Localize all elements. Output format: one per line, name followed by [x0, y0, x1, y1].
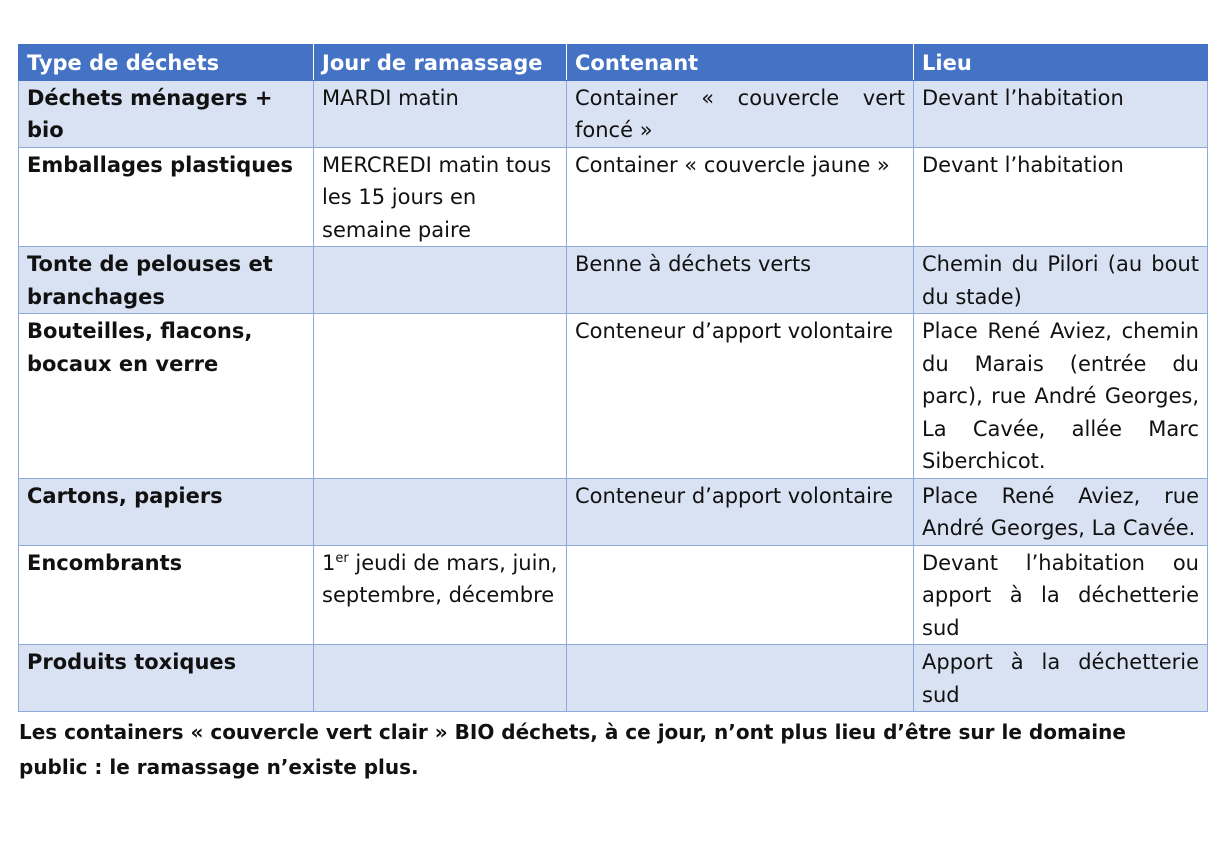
- jour-rest: jeudi de mars, juin, septembre, décembre: [322, 550, 558, 607]
- header-jour: Jour de ramassage: [314, 45, 567, 81]
- cell-type: Tonte de pelouses et branchages: [19, 247, 314, 314]
- header-lieu: Lieu: [914, 45, 1208, 81]
- table-row: [19, 478, 1208, 545]
- cell-jour: [314, 545, 567, 645]
- table-row: [19, 80, 1208, 147]
- cell-lieu: Devant l’habitation ou apport à la déchetterie sud: [914, 545, 1208, 645]
- cell-jour: [314, 478, 567, 545]
- cell-contenant: [567, 645, 914, 712]
- cell-lieu: Apport à la déchetterie sud: [914, 645, 1208, 712]
- cell-lieu: Place René Aviez, rue André Georges, La Cavée.: [914, 478, 1208, 545]
- cell-jour: MERCREDI matin tous les 15 jours en semaine paire: [314, 147, 567, 247]
- cell-type: Cartons, papiers: [19, 478, 314, 545]
- cell-contenant: Conteneur d’apport volontaire: [567, 478, 914, 545]
- table-row: [19, 147, 1208, 247]
- table-row: [19, 645, 1208, 712]
- cell-lieu: Devant l’habitation: [914, 147, 1208, 247]
- cell-lieu: Chemin du Pilori (au bout du stade): [914, 247, 1208, 314]
- jour-ordinal: 1: [322, 550, 336, 575]
- cell-lieu: Devant l’habitation: [914, 80, 1208, 147]
- table-row: [19, 545, 1208, 645]
- cell-type: Encombrants: [19, 545, 314, 645]
- document: [18, 44, 1207, 785]
- cell-jour: [314, 645, 567, 712]
- cell-type: Emballages plastiques: [19, 147, 314, 247]
- cell-jour: MARDI matin: [314, 80, 567, 147]
- cell-jour: [314, 247, 567, 314]
- header-contenant: Contenant: [567, 45, 914, 81]
- table-row: [19, 314, 1208, 479]
- cell-contenant: Benne à déchets verts: [567, 247, 914, 314]
- table-header-row: [19, 45, 1208, 81]
- waste-collection-table: [18, 44, 1208, 712]
- cell-type: Déchets ménagers + bio: [19, 80, 314, 147]
- cell-contenant: [567, 545, 914, 645]
- header-type: Type de déchets: [19, 45, 314, 81]
- jour-ordinal-suffix: er: [335, 550, 349, 566]
- cell-jour: [314, 314, 567, 479]
- cell-type: Bouteilles, flacons, bocaux en verre: [19, 314, 314, 479]
- cell-lieu: Place René Aviez, chemin du Marais (entrée du parc), rue André Georges, La Cavée, allée Marc Siberchicot.: [914, 314, 1208, 479]
- footnote: Les containers « couvercle vert clair » BIO déchets, à ce jour, n’ont plus lieu d’être sur le domaine public : le ramassage n’existe plus.: [19, 720, 1126, 779]
- cell-contenant: Container « couvercle jaune »: [567, 147, 914, 247]
- cell-type: Produits toxiques: [19, 645, 314, 712]
- cell-contenant: Conteneur d’apport volontaire: [567, 314, 914, 479]
- table-row: [19, 247, 1208, 314]
- cell-contenant: Container « couvercle vert foncé »: [567, 80, 914, 147]
